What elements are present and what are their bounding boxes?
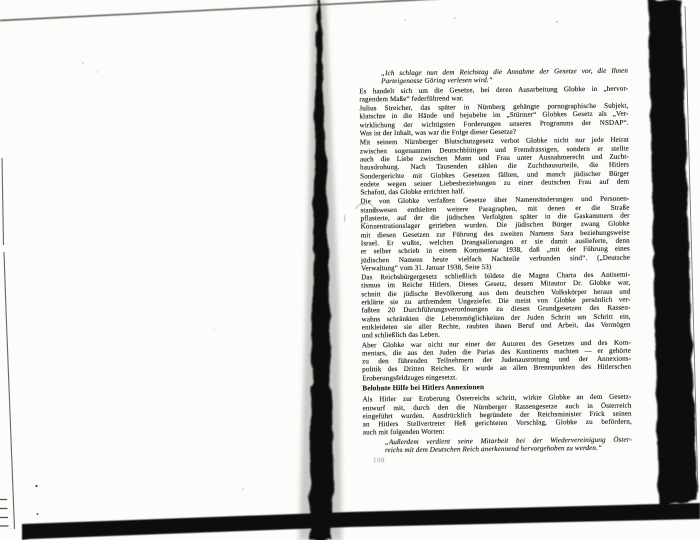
text-line: er selber schrieb in einem Kommentar 1938, daß „mit der Führung eines [360, 244, 630, 256]
text-line: und schließlich das Leben. [361, 330, 441, 340]
text-line: „Außerdem verdient seine Mitarbeit bei der Wiedervereinigung Öster- [384, 435, 632, 446]
paragraph-streicher [359, 102, 628, 138]
text-line: pflasterte, auf der die jüdischen Verfolgten später in die Gaskammern der [360, 211, 630, 223]
left-edge-tick-marks [0, 500, 9, 527]
left-page-edge-line [2, 158, 15, 529]
block-quote-reichstag [381, 67, 628, 86]
text-line: Schafott, das Globke errichten half. [360, 187, 465, 197]
text-line: zu den führenden Teilnehmern der Judenausrottung und der Annexions- [362, 354, 632, 366]
paragraph-namensaenderungen [360, 195, 630, 272]
text-line: zwischen sogenannten Deutschblütigen und Fremdrassigen, sondern er stellte [359, 144, 629, 156]
text-line: „Ich schlage nun dem Reichstag die Annahme der Gesetze vor, die Ihnen [381, 66, 629, 78]
text-line: wirklichung der wichtigsten Forderungen unseres Programms der NSDAP“. [359, 118, 629, 130]
text-line: reichs mit dem Deutschen Reich anerkennend hervorgehoben zu werden.“ [384, 443, 603, 455]
text-line: endete wegen seiner Liebesbeziehungen zu einer deutschen Frau auf dem [360, 177, 630, 189]
paragraph-autoren [362, 338, 631, 382]
text-line: Julius Streicher, das später in Nürnberg gehängte pornographische Subjekt, [359, 101, 629, 113]
page-number: 108 [373, 457, 386, 465]
text-line: jüdischen Namens heute vielfach Nachteile verbunden sind“. („Deutsche [360, 253, 631, 264]
right-page-block [648, 0, 697, 506]
text-line: Israel. Er wußte, welchen Drangsalierungen er sie damit auslieferte, denn [360, 236, 630, 248]
text-column [359, 67, 632, 466]
text-line: schnitt die jüdische Bevölkerung aus dem deutschen Volkskörper heraus und [361, 287, 631, 299]
paragraph-gesetze [359, 84, 628, 103]
text-line: Das Reichsbürgergesetz schließlich bildete die Magna Charta des Antisemi- [361, 270, 631, 282]
paragraph-reichsbuergergesetz [361, 271, 631, 340]
text-line: Verwaltung“ vom 31. Januar 1938, Seite 53) [361, 262, 492, 273]
text-line: hausdrohung. Nach Tausenden zählen die Zuchthausurteile, die Hitlers [359, 160, 630, 172]
paragraph-blutschutzgesetz [360, 136, 630, 197]
gutter-shadow-haze [299, 0, 342, 540]
block-quote-frick [385, 435, 632, 454]
text-line: politik des Dritten Reiches. Er wurde an allen Brennpunkten des Hitlerschen [362, 362, 632, 374]
text-line: ragendem Maße“ federführend war. [359, 94, 464, 104]
text-line: standswesen enthielten weitere Paragraphen, mit denen er die Straße [360, 203, 630, 215]
section-heading: Belohnte Hilfe bei Hitlers Annexionen [362, 383, 485, 393]
right-page-edge-line [685, 6, 698, 492]
text-line: wahns schränkten die Lebensmöglichkeiten der Juden Schritt um Schritt ein, [361, 312, 631, 324]
bottom-scan-bar [22, 503, 700, 540]
text-line: entwurf mit, durch den die Nürnberger Rassengesetze auch in Österreich [362, 401, 632, 412]
text-line: auch mit folgenden Worten: [362, 428, 445, 437]
gutter-shadow [310, 0, 334, 540]
text-line: Eroberungsfeldzuges eingesetzt. [362, 373, 458, 383]
text-line: entkleideten sie aller Rechte, raubten ihnen Beruf und Arbeit, das Vermögen [361, 320, 631, 332]
text-line: auch die Liebe zwischen Mann und Frau unter Ausnahmerecht und Zucht- [359, 152, 629, 164]
text-line: Als Hitler zur Eroberung Österreichs schritt, wirkte Globke an dem Gesetz- [362, 392, 632, 404]
text-line: mit diesen Gesetzen zur Führung des zweiten Namens Sara beziehungsweise [360, 228, 630, 240]
text-line: klatschte in die Hände und bejubelte im „Stürmer“ Globkes Gesetz als „Ver- [359, 110, 629, 121]
paragraph-oesterreich [362, 393, 631, 437]
text-line: Mit seinem Nürnberger Blutschutzgesetz verbot Globke nicht nur jede Heirat [359, 135, 629, 147]
text-line: Sondergerichte mit Globkes Gesetzen fällten, und manch jüdischer Bürger [360, 169, 630, 180]
text-line: Parteigenosse Göring verlesen wird.“ [381, 76, 493, 86]
text-line: Konzentrationslager getrieben wurden. Die jüdischen Bürger zwang Globke [360, 219, 630, 231]
text-line: Aber Globke war nicht nur einer der Autoren des Gesetzes und des Kom- [361, 338, 631, 349]
text-line: erklärte sie zu artfremdem Ungeziefer. Die meist von Globke persönlich ver- [361, 295, 631, 307]
text-line: an Hitlers Stellvertreter Heß gerichteten Vorschlag, Globke zu befördern, [362, 417, 632, 429]
scan-top-edge-line [0, 0, 445, 21]
text-line: eingeführt wurden. Ausdrücklich begründete der Reichsminister Frick seinen [362, 409, 632, 421]
text-line: mentars, die aus den Juden die Parias des Kontinents machten — er gehörte [361, 346, 632, 358]
text-line: tismus im Reiche Hitlers. Dieses Gesetz, dessen Mitautor Dr. Globke war, [361, 279, 631, 290]
text-line: Es handelt sich um die Gesetze, bei deren Ausarbeitung Globke in „hervor- [359, 84, 629, 96]
text-line: faßten 20 Durchführungsverordnungen zu diesen Grundgesetzen des Rassen- [361, 303, 631, 315]
text-line: Die von Globke verfaßten Gesetze über Namensänderungen und Personen- [360, 195, 630, 206]
text-line: Was ist der Inhalt, was war die Folge dieser Gesetze? [359, 127, 517, 138]
